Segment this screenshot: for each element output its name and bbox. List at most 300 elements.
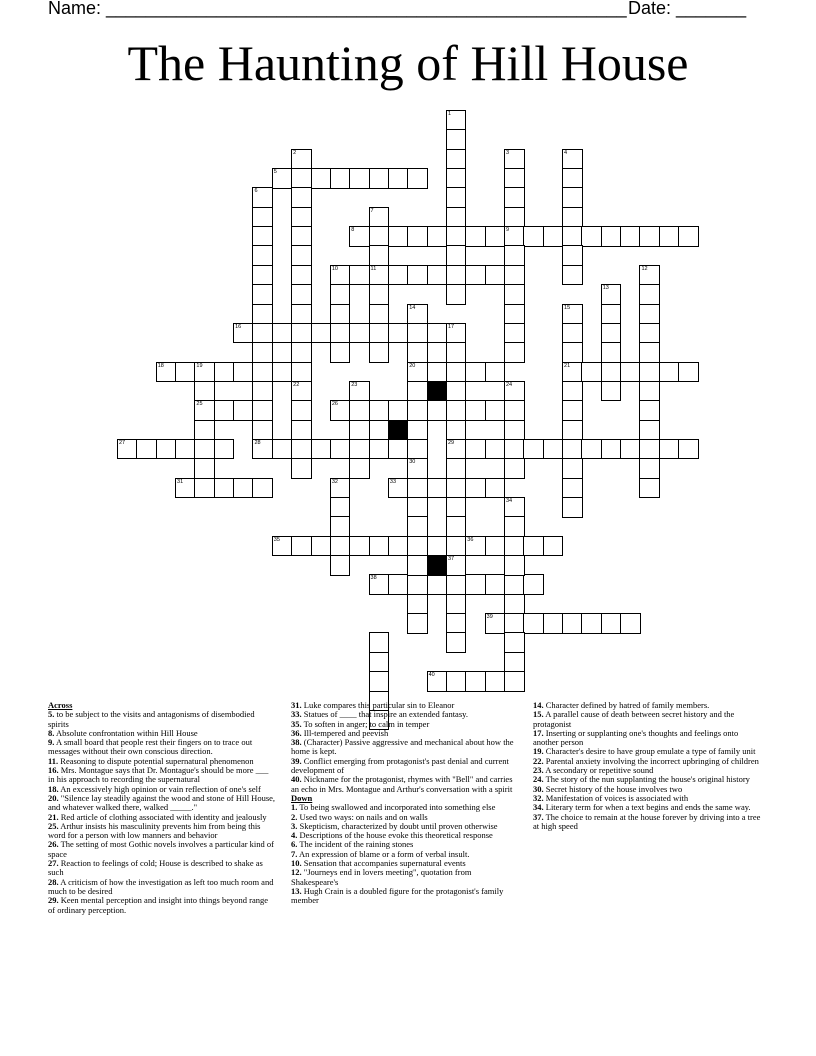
grid-cell[interactable] <box>562 478 583 499</box>
grid-cell[interactable] <box>504 516 525 537</box>
grid-cell[interactable] <box>369 400 390 421</box>
grid-cell[interactable] <box>291 381 312 402</box>
grid-cell[interactable] <box>504 594 525 615</box>
grid-cell[interactable] <box>562 168 583 189</box>
grid-cell[interactable] <box>639 342 660 363</box>
grid-cell[interactable] <box>465 574 486 595</box>
grid-cell[interactable] <box>562 304 583 325</box>
grid-cell[interactable] <box>465 362 486 383</box>
grid-cell[interactable] <box>601 284 622 305</box>
clue-number: 16. <box>48 765 59 776</box>
grid-cell[interactable] <box>504 265 525 286</box>
grid-cell[interactable] <box>504 536 525 557</box>
grid-cell[interactable] <box>272 439 293 460</box>
grid-cell[interactable] <box>562 342 583 363</box>
grid-cell[interactable] <box>330 168 351 189</box>
grid-cell[interactable] <box>369 652 390 673</box>
grid-cell[interactable] <box>330 536 351 557</box>
clue-number-label: 5 <box>273 169 277 176</box>
grid-cell[interactable] <box>407 458 428 479</box>
grid-cell[interactable] <box>465 478 486 499</box>
grid-cell[interactable] <box>407 478 428 499</box>
grid-cell[interactable] <box>601 613 622 634</box>
grid-cell[interactable] <box>639 284 660 305</box>
grid-cell[interactable] <box>369 671 390 692</box>
grid-cell[interactable] <box>562 420 583 441</box>
grid-cell[interactable] <box>678 439 699 460</box>
grid-cell[interactable] <box>504 400 525 421</box>
grid-cell[interactable] <box>407 323 428 344</box>
grid-cell[interactable] <box>252 420 273 441</box>
grid-cell[interactable] <box>581 226 602 247</box>
grid-cell[interactable] <box>504 574 525 595</box>
clue-text: Luke compares this particular sin to Eleanor <box>301 700 455 710</box>
grid-cell[interactable] <box>485 400 506 421</box>
grid-cell[interactable] <box>407 420 428 441</box>
grid-cell[interactable] <box>446 129 467 150</box>
grid-cell[interactable] <box>678 362 699 383</box>
grid-cell[interactable] <box>156 362 177 383</box>
clue-number: 39. <box>291 755 302 766</box>
grid-cell[interactable] <box>601 226 622 247</box>
grid-cell[interactable] <box>252 265 273 286</box>
clue-text: Statues of ____ that inspire an extended fantasy. <box>301 709 468 720</box>
grid-cell[interactable] <box>427 265 448 286</box>
grid-cell[interactable] <box>407 362 428 383</box>
grid-cell[interactable] <box>252 207 273 228</box>
grid-cell[interactable] <box>291 168 312 189</box>
grid-cell[interactable] <box>639 362 660 383</box>
grid-cell[interactable] <box>446 149 467 170</box>
grid-cell[interactable] <box>485 574 506 595</box>
grid-cell[interactable] <box>562 323 583 344</box>
grid-cell[interactable] <box>252 478 273 499</box>
grid-cell[interactable] <box>485 439 506 460</box>
grid-cell[interactable] <box>407 574 428 595</box>
clue-number-label: 35 <box>273 536 280 543</box>
grid-cell[interactable] <box>504 342 525 363</box>
clue-number-label: 37 <box>447 556 455 563</box>
grid-cell[interactable] <box>407 226 428 247</box>
grid-cell[interactable] <box>465 400 486 421</box>
grid-cell[interactable] <box>330 516 351 537</box>
grid-cell[interactable] <box>272 536 293 557</box>
grid-cell[interactable] <box>446 671 467 692</box>
grid-cell[interactable] <box>446 207 467 228</box>
grid-cell[interactable] <box>214 362 235 383</box>
grid-cell[interactable] <box>233 400 254 421</box>
grid-cell[interactable] <box>349 265 370 286</box>
clue-number-label: 19 <box>196 362 203 369</box>
grid-cell[interactable] <box>639 304 660 325</box>
grid-cell[interactable] <box>639 458 660 479</box>
grid-cell[interactable] <box>446 245 467 266</box>
grid-cell[interactable] <box>620 226 641 247</box>
grid-cell[interactable] <box>485 362 506 383</box>
grid-cell[interactable] <box>562 613 583 634</box>
grid-cell[interactable] <box>349 323 370 344</box>
grid-cell[interactable] <box>523 574 544 595</box>
grid-cell[interactable] <box>523 226 544 247</box>
grid-cell[interactable] <box>407 342 428 363</box>
grid-cell[interactable] <box>388 323 409 344</box>
grid-cell[interactable] <box>523 439 544 460</box>
grid-cell[interactable] <box>485 226 506 247</box>
grid-cell[interactable] <box>291 439 312 460</box>
grid-cell[interactable] <box>543 439 564 460</box>
grid-cell[interactable] <box>562 149 583 170</box>
grid-cell[interactable] <box>543 226 564 247</box>
clue-text: An expression of blame or a form of verbal insult. <box>297 848 470 859</box>
clue-text: Conflict emerging from protagonist's past denial and current development of <box>291 755 509 776</box>
grid-cell[interactable] <box>639 478 660 499</box>
grid-cell[interactable] <box>504 671 525 692</box>
grid-cell[interactable] <box>639 265 660 286</box>
grid-cell[interactable] <box>407 497 428 518</box>
grid-cell[interactable] <box>194 420 215 441</box>
grid-cell[interactable] <box>601 439 622 460</box>
grid-cell[interactable] <box>446 323 467 344</box>
grid-cell[interactable] <box>291 265 312 286</box>
across-clue <box>48 878 276 897</box>
grid-cell[interactable] <box>446 187 467 208</box>
grid-cell[interactable] <box>252 245 273 266</box>
grid-cell[interactable] <box>485 478 506 499</box>
grid-cell[interactable] <box>291 458 312 479</box>
grid-cell[interactable] <box>330 478 351 499</box>
grid-cell[interactable] <box>639 400 660 421</box>
grid-cell[interactable] <box>388 439 409 460</box>
grid-cell[interactable] <box>446 381 467 402</box>
grid-cell[interactable] <box>407 265 428 286</box>
grid-cell[interactable] <box>446 265 467 286</box>
grid-cell[interactable] <box>233 323 254 344</box>
grid-cell[interactable] <box>330 323 351 344</box>
grid-cell[interactable] <box>562 187 583 208</box>
grid-cell[interactable] <box>427 400 448 421</box>
grid-cell[interactable] <box>369 304 390 325</box>
grid-cell[interactable] <box>523 613 544 634</box>
grid-cell[interactable] <box>427 574 448 595</box>
grid-cell[interactable] <box>504 284 525 305</box>
grid-cell[interactable] <box>349 420 370 441</box>
grid-cell[interactable] <box>504 652 525 673</box>
grid-cell[interactable] <box>407 594 428 615</box>
grid-cell[interactable] <box>504 497 525 518</box>
grid-cell[interactable] <box>465 536 486 557</box>
grid-cell[interactable] <box>369 265 390 286</box>
grid-cell[interactable] <box>407 381 428 402</box>
grid-cell[interactable] <box>446 613 467 634</box>
grid-cell[interactable] <box>659 362 680 383</box>
grid-cell[interactable] <box>446 400 467 421</box>
grid-cell[interactable] <box>581 439 602 460</box>
grid-cell[interactable] <box>369 574 390 595</box>
grid-cell[interactable] <box>427 478 448 499</box>
grid-cell[interactable] <box>252 323 273 344</box>
grid-cell[interactable] <box>562 265 583 286</box>
grid-cell[interactable] <box>504 381 525 402</box>
grid-cell[interactable] <box>485 265 506 286</box>
grid-cell[interactable] <box>330 342 351 363</box>
grid-cell[interactable] <box>446 362 467 383</box>
grid-cell[interactable] <box>465 439 486 460</box>
grid-cell[interactable] <box>330 284 351 305</box>
grid-cell[interactable] <box>562 458 583 479</box>
grid-cell[interactable] <box>504 323 525 344</box>
grid-cell[interactable] <box>291 207 312 228</box>
grid-cell[interactable] <box>252 342 273 363</box>
grid-cell[interactable] <box>485 671 506 692</box>
grid-cell[interactable] <box>427 226 448 247</box>
grid-cell[interactable] <box>388 168 409 189</box>
grid-cell[interactable] <box>562 245 583 266</box>
grid-cell[interactable] <box>369 245 390 266</box>
grid-cell[interactable] <box>214 478 235 499</box>
grid-cell[interactable] <box>369 226 390 247</box>
grid-cell[interactable] <box>620 362 641 383</box>
grid-cell[interactable] <box>291 284 312 305</box>
grid-cell[interactable] <box>407 536 428 557</box>
grid-cell[interactable] <box>446 555 467 576</box>
grid-cell[interactable] <box>369 168 390 189</box>
grid-cell[interactable] <box>291 304 312 325</box>
grid-cell[interactable] <box>349 381 370 402</box>
grid-cell[interactable] <box>562 497 583 518</box>
grid-cell[interactable] <box>485 536 506 557</box>
grid-cell[interactable] <box>407 439 428 460</box>
grid-cell[interactable] <box>194 439 215 460</box>
clue-text: Keen mental perception and insight into things beyond range of ordinary perception. <box>48 895 269 915</box>
grid-cell[interactable] <box>504 613 525 634</box>
grid-cell[interactable] <box>194 458 215 479</box>
grid-cell[interactable] <box>291 420 312 441</box>
grid-cell[interactable] <box>446 110 467 131</box>
grid-cell[interactable] <box>291 245 312 266</box>
grid-cell[interactable] <box>291 323 312 344</box>
grid-cell[interactable] <box>504 420 525 441</box>
grid-cell[interactable] <box>485 613 506 634</box>
grid-cell[interactable] <box>252 400 273 421</box>
grid-cell[interactable] <box>407 516 428 537</box>
grid-cell[interactable] <box>407 304 428 325</box>
grid-cell[interactable] <box>659 439 680 460</box>
grid-cell[interactable] <box>272 168 293 189</box>
grid-cell[interactable] <box>465 671 486 692</box>
grid-cell[interactable] <box>369 439 390 460</box>
grid-cell[interactable] <box>427 362 448 383</box>
grid-cell[interactable] <box>175 439 196 460</box>
clue-number-label: 39 <box>486 614 493 621</box>
grid-cell[interactable] <box>427 536 448 557</box>
grid-cell[interactable] <box>446 284 467 305</box>
grid-cell[interactable] <box>194 478 215 499</box>
grid-cell[interactable] <box>252 284 273 305</box>
grid-cell[interactable] <box>349 168 370 189</box>
grid-cell[interactable] <box>407 168 428 189</box>
clue-text: Sensation that accompanies supernatural events <box>301 858 466 869</box>
grid-cell[interactable] <box>446 632 467 653</box>
grid-cell[interactable] <box>427 323 448 344</box>
grid-cell[interactable] <box>311 439 332 460</box>
grid-cell[interactable] <box>446 516 467 537</box>
grid-cell[interactable] <box>581 613 602 634</box>
grid-cell[interactable] <box>639 323 660 344</box>
grid-cell[interactable] <box>639 420 660 441</box>
clue-number-label: 6 <box>254 188 258 195</box>
clue-number-label: 16 <box>235 323 242 330</box>
grid-cell[interactable] <box>562 381 583 402</box>
grid-cell[interactable] <box>291 226 312 247</box>
grid-cell[interactable] <box>214 439 235 460</box>
grid-cell[interactable] <box>504 207 525 228</box>
grid-cell[interactable] <box>446 497 467 518</box>
grid-cell[interactable] <box>330 497 351 518</box>
clue-text: Inserting or supplanting one's thoughts and feelings onto another person <box>533 727 739 748</box>
grid-cell[interactable] <box>252 304 273 325</box>
grid-cell[interactable] <box>504 555 525 576</box>
grid-cell[interactable] <box>620 439 641 460</box>
grid-cell[interactable] <box>446 226 467 247</box>
grid-cell[interactable] <box>446 478 467 499</box>
grid-cell[interactable] <box>543 613 564 634</box>
grid-cell[interactable] <box>446 342 467 363</box>
grid-cell[interactable] <box>562 439 583 460</box>
grid-cell[interactable] <box>504 226 525 247</box>
grid-cell[interactable] <box>330 265 351 286</box>
grid-cell[interactable] <box>330 439 351 460</box>
grid-cell[interactable] <box>504 149 525 170</box>
grid-cell[interactable] <box>252 362 273 383</box>
grid-cell[interactable] <box>562 207 583 228</box>
grid-cell[interactable] <box>620 613 641 634</box>
clue-number: 27. <box>48 858 59 869</box>
clue-number: 14. <box>533 700 544 710</box>
grid-cell[interactable] <box>175 478 196 499</box>
grid-cell[interactable] <box>291 536 312 557</box>
grid-cell[interactable] <box>349 400 370 421</box>
grid-cell[interactable] <box>291 187 312 208</box>
clue-number-label: 9 <box>506 227 510 234</box>
grid-cell[interactable] <box>446 574 467 595</box>
grid-cell[interactable] <box>504 458 525 479</box>
grid-cell[interactable] <box>659 226 680 247</box>
grid-cell[interactable] <box>678 226 699 247</box>
grid-cell[interactable] <box>349 536 370 557</box>
grid-cell[interactable] <box>291 342 312 363</box>
grid-cell[interactable] <box>407 555 428 576</box>
clue-number: 25. <box>48 820 59 831</box>
grid-cell[interactable] <box>504 439 525 460</box>
grid-cell[interactable] <box>330 304 351 325</box>
grid-cell[interactable] <box>388 574 409 595</box>
grid-cell[interactable] <box>446 439 467 460</box>
grid-cell[interactable] <box>272 362 293 383</box>
grid-cell[interactable] <box>194 400 215 421</box>
grid-cell[interactable] <box>639 226 660 247</box>
grid-cell[interactable] <box>369 207 390 228</box>
grid-cell[interactable] <box>446 168 467 189</box>
grid-cell[interactable] <box>601 323 622 344</box>
grid-cell[interactable] <box>562 226 583 247</box>
grid-cell[interactable] <box>194 362 215 383</box>
grid-cell[interactable] <box>291 149 312 170</box>
grid-cell[interactable] <box>175 362 196 383</box>
grid-cell[interactable] <box>388 478 409 499</box>
grid-cell[interactable] <box>407 400 428 421</box>
grid-cell[interactable] <box>446 458 467 479</box>
grid-cell[interactable] <box>369 342 390 363</box>
grid-cell[interactable] <box>504 168 525 189</box>
grid-cell[interactable] <box>252 187 273 208</box>
grid-cell[interactable] <box>388 536 409 557</box>
grid-cell[interactable] <box>562 362 583 383</box>
grid-cell[interactable] <box>252 439 273 460</box>
grid-cell[interactable] <box>252 226 273 247</box>
grid-cell[interactable] <box>523 536 544 557</box>
grid-cell[interactable] <box>272 323 293 344</box>
grid-cell[interactable] <box>233 362 254 383</box>
grid-cell[interactable] <box>156 439 177 460</box>
grid-cell[interactable] <box>117 439 138 460</box>
grid-cell[interactable] <box>291 400 312 421</box>
grid-cell[interactable] <box>349 458 370 479</box>
grid-cell[interactable] <box>504 245 525 266</box>
grid-cell[interactable] <box>330 555 351 576</box>
grid-cell[interactable] <box>388 265 409 286</box>
grid-cell[interactable] <box>291 362 312 383</box>
grid-cell[interactable] <box>465 265 486 286</box>
grid-cell[interactable] <box>388 400 409 421</box>
grid-cell[interactable] <box>136 439 157 460</box>
grid-cell[interactable] <box>504 187 525 208</box>
grid-cell[interactable] <box>446 420 467 441</box>
grid-cell[interactable] <box>504 632 525 653</box>
grid-cell[interactable] <box>388 226 409 247</box>
grid-cell[interactable] <box>581 362 602 383</box>
grid-cell[interactable] <box>639 439 660 460</box>
grid-cell[interactable] <box>349 439 370 460</box>
grid-cell[interactable] <box>311 168 332 189</box>
grid-cell[interactable] <box>639 381 660 402</box>
grid-cell[interactable] <box>601 381 622 402</box>
grid-cell[interactable] <box>311 536 332 557</box>
grid-cell[interactable] <box>330 400 351 421</box>
grid-cell[interactable] <box>214 400 235 421</box>
grid-cell[interactable] <box>407 613 428 634</box>
grid-cell[interactable] <box>562 400 583 421</box>
grid-cell[interactable] <box>601 342 622 363</box>
grid-cell[interactable] <box>194 381 215 402</box>
grid-cell[interactable] <box>252 381 273 402</box>
grid-cell[interactable] <box>427 671 448 692</box>
grid-cell[interactable] <box>504 304 525 325</box>
grid-cell[interactable] <box>233 478 254 499</box>
grid-cell[interactable] <box>369 536 390 557</box>
grid-cell[interactable] <box>311 323 332 344</box>
grid-cell[interactable] <box>369 323 390 344</box>
grid-cell[interactable] <box>601 362 622 383</box>
grid-cell[interactable] <box>446 594 467 615</box>
grid-cell[interactable] <box>349 226 370 247</box>
grid-cell[interactable] <box>601 304 622 325</box>
clue-text: Character defined by hatred of family members. <box>543 700 710 710</box>
grid-cell[interactable] <box>543 536 564 557</box>
grid-cell[interactable] <box>369 632 390 653</box>
grid-cell[interactable] <box>369 284 390 305</box>
grid-cell[interactable] <box>446 536 467 557</box>
grid-cell[interactable] <box>465 226 486 247</box>
